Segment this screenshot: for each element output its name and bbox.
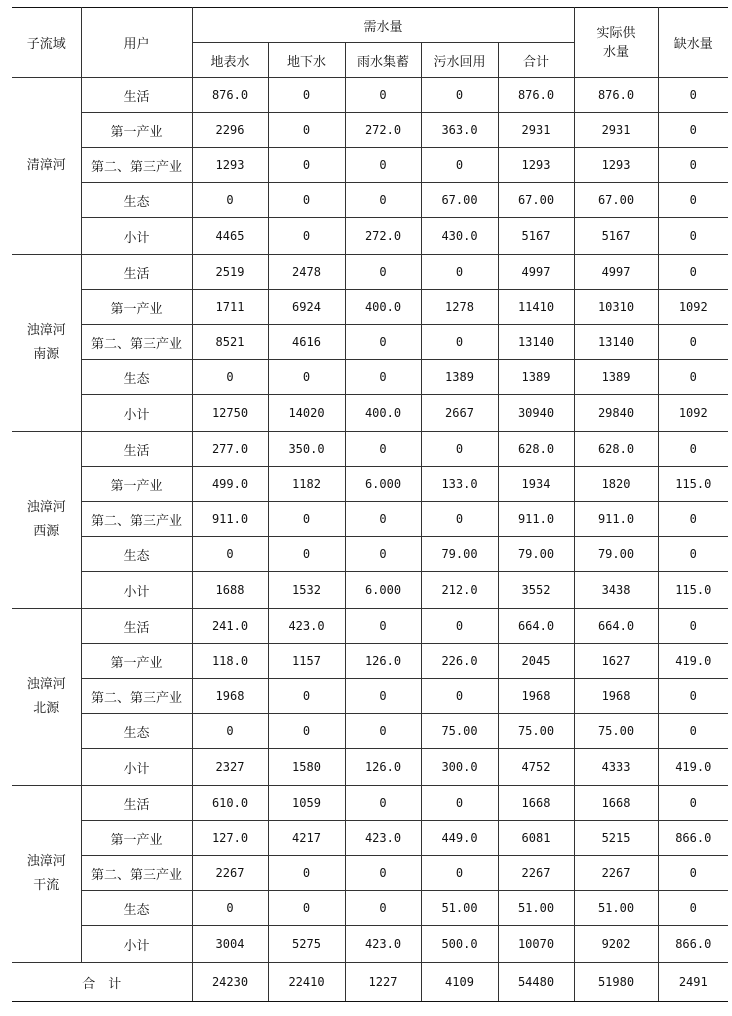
value-cell: 430.0 (421, 218, 498, 255)
value-cell: 300.0 (421, 749, 498, 786)
table-row (12, 891, 728, 926)
value-cell: 67.00 (421, 183, 498, 218)
value-cell: 0 (345, 255, 421, 290)
value-cell: 911.0 (192, 502, 268, 537)
header-surface-water: 地表水 (192, 43, 268, 78)
value-cell: 115.0 (658, 572, 728, 609)
value-cell: 67.00 (574, 183, 658, 218)
sub-basin-name (12, 78, 81, 255)
value-cell: 2267 (498, 856, 574, 891)
value-cell: 0 (658, 113, 728, 148)
value-cell: 0 (268, 78, 345, 113)
value-cell: 1532 (268, 572, 345, 609)
sub-basin-name (12, 255, 81, 432)
value-cell: 6924 (268, 290, 345, 325)
value-cell: 0 (268, 856, 345, 891)
value-cell: 2045 (498, 644, 574, 679)
user-category: 第二、第三产业 (81, 502, 192, 537)
value-cell: 272.0 (345, 218, 421, 255)
value-cell: 0 (345, 537, 421, 572)
header-reclaimed-water: 污水回用 (421, 43, 498, 78)
table-row (12, 926, 728, 963)
value-cell: 51.00 (498, 891, 574, 926)
user-category: 生活 (81, 432, 192, 467)
value-cell: 0 (658, 856, 728, 891)
value-cell: 876.0 (498, 78, 574, 113)
value-cell: 866.0 (658, 821, 728, 856)
value-cell: 0 (345, 679, 421, 714)
value-cell: 75.00 (574, 714, 658, 749)
value-cell: 0 (421, 609, 498, 644)
table-row (12, 113, 728, 148)
user-category: 生态 (81, 891, 192, 926)
value-cell: 400.0 (345, 290, 421, 325)
table-row (12, 148, 728, 183)
value-cell: 0 (658, 183, 728, 218)
value-cell: 1157 (268, 644, 345, 679)
value-cell: 1092 (658, 395, 728, 432)
value-cell: 0 (421, 432, 498, 467)
total-value-cell: 2491 (658, 963, 728, 1002)
value-cell: 876.0 (192, 78, 268, 113)
value-cell: 2931 (498, 113, 574, 148)
value-cell: 1182 (268, 467, 345, 502)
table-row (12, 749, 728, 786)
value-cell: 1092 (658, 290, 728, 325)
value-cell: 30940 (498, 395, 574, 432)
user-category: 第一产业 (81, 644, 192, 679)
value-cell: 0 (421, 325, 498, 360)
user-category: 小计 (81, 395, 192, 432)
total-value-cell: 22410 (268, 963, 345, 1002)
value-cell: 1293 (192, 148, 268, 183)
value-cell: 127.0 (192, 821, 268, 856)
value-cell: 0 (345, 78, 421, 113)
value-cell: 2327 (192, 749, 268, 786)
value-cell: 400.0 (345, 395, 421, 432)
value-cell: 0 (658, 679, 728, 714)
value-cell: 29840 (574, 395, 658, 432)
value-cell: 6081 (498, 821, 574, 856)
value-cell: 0 (658, 432, 728, 467)
value-cell: 8521 (192, 325, 268, 360)
value-cell: 0 (421, 786, 498, 821)
table-row (12, 572, 728, 609)
value-cell: 0 (345, 609, 421, 644)
value-cell: 0 (268, 502, 345, 537)
sub-basin-label: 浊漳河干流 (26, 854, 66, 893)
header-actual-supply-text: 实际供水量 (596, 25, 636, 60)
table-row (12, 644, 728, 679)
value-cell: 3004 (192, 926, 268, 963)
value-cell: 0 (421, 502, 498, 537)
table-row (12, 714, 728, 749)
value-cell: 14020 (268, 395, 345, 432)
value-cell: 449.0 (421, 821, 498, 856)
value-cell: 1968 (192, 679, 268, 714)
total-value-cell: 54480 (498, 963, 574, 1002)
value-cell: 0 (192, 360, 268, 395)
value-cell: 126.0 (345, 749, 421, 786)
value-cell: 3438 (574, 572, 658, 609)
table-row (12, 395, 728, 432)
value-cell: 1711 (192, 290, 268, 325)
user-category: 小计 (81, 572, 192, 609)
header-rainwater: 雨水集蓄 (345, 43, 421, 78)
user-category: 第二、第三产业 (81, 148, 192, 183)
value-cell: 0 (345, 148, 421, 183)
value-cell: 0 (192, 537, 268, 572)
table-row (12, 609, 728, 644)
value-cell: 0 (658, 148, 728, 183)
value-cell: 423.0 (268, 609, 345, 644)
value-cell: 2478 (268, 255, 345, 290)
value-cell: 4997 (574, 255, 658, 290)
table-row (12, 856, 728, 891)
table-row (12, 467, 728, 502)
value-cell: 0 (268, 891, 345, 926)
value-cell: 11410 (498, 290, 574, 325)
value-cell: 0 (658, 255, 728, 290)
value-cell: 1668 (498, 786, 574, 821)
value-cell: 1580 (268, 749, 345, 786)
value-cell: 2267 (574, 856, 658, 891)
value-cell: 499.0 (192, 467, 268, 502)
total-row (12, 963, 728, 1002)
value-cell: 0 (345, 786, 421, 821)
value-cell: 2667 (421, 395, 498, 432)
user-category: 小计 (81, 749, 192, 786)
user-category: 第二、第三产业 (81, 856, 192, 891)
header-demand: 需水量 (192, 8, 574, 43)
value-cell: 0 (268, 113, 345, 148)
value-cell: 67.00 (498, 183, 574, 218)
table-row (12, 183, 728, 218)
value-cell: 500.0 (421, 926, 498, 963)
sub-basin-name (12, 609, 81, 786)
value-cell: 0 (268, 183, 345, 218)
value-cell: 0 (658, 537, 728, 572)
value-cell: 0 (345, 856, 421, 891)
value-cell: 1389 (574, 360, 658, 395)
total-label: 合 计 (12, 963, 192, 1002)
value-cell: 0 (658, 218, 728, 255)
value-cell: 1293 (574, 148, 658, 183)
water-balance-table (12, 7, 728, 1002)
table-row (12, 821, 728, 856)
header-sub-basin: 子流域 (12, 8, 81, 78)
value-cell: 212.0 (421, 572, 498, 609)
value-cell: 1389 (498, 360, 574, 395)
user-category: 生活 (81, 255, 192, 290)
value-cell: 4217 (268, 821, 345, 856)
table-row (12, 432, 728, 467)
value-cell: 0 (421, 148, 498, 183)
value-cell: 118.0 (192, 644, 268, 679)
sub-basin-label: 清漳河 (26, 158, 66, 173)
value-cell: 0 (658, 609, 728, 644)
user-category: 生活 (81, 786, 192, 821)
value-cell: 1389 (421, 360, 498, 395)
sub-basin-label: 浊漳河北源 (26, 677, 66, 716)
value-cell: 1688 (192, 572, 268, 609)
value-cell: 5167 (574, 218, 658, 255)
value-cell: 0 (268, 714, 345, 749)
value-cell: 241.0 (192, 609, 268, 644)
value-cell: 1668 (574, 786, 658, 821)
user-category: 第二、第三产业 (81, 325, 192, 360)
value-cell: 1968 (498, 679, 574, 714)
value-cell: 6.000 (345, 572, 421, 609)
value-cell: 0 (345, 714, 421, 749)
total-value-cell: 51980 (574, 963, 658, 1002)
value-cell: 0 (658, 360, 728, 395)
value-cell: 419.0 (658, 644, 728, 679)
value-cell: 126.0 (345, 644, 421, 679)
value-cell: 1627 (574, 644, 658, 679)
value-cell: 0 (268, 360, 345, 395)
value-cell: 0 (658, 786, 728, 821)
value-cell: 0 (658, 714, 728, 749)
value-cell: 2296 (192, 113, 268, 148)
value-cell: 0 (658, 78, 728, 113)
value-cell: 628.0 (498, 432, 574, 467)
value-cell: 4333 (574, 749, 658, 786)
user-category: 第一产业 (81, 113, 192, 148)
value-cell: 133.0 (421, 467, 498, 502)
table-row (12, 325, 728, 360)
value-cell: 423.0 (345, 821, 421, 856)
table-row (12, 290, 728, 325)
value-cell: 75.00 (498, 714, 574, 749)
sub-basin-label: 浊漳河南源 (26, 323, 66, 362)
header-demand-total: 合计 (498, 43, 574, 78)
value-cell: 0 (421, 679, 498, 714)
value-cell: 6.000 (345, 467, 421, 502)
user-category: 生态 (81, 183, 192, 218)
header-row-1 (12, 8, 728, 43)
value-cell: 1278 (421, 290, 498, 325)
value-cell: 911.0 (574, 502, 658, 537)
value-cell: 0 (658, 502, 728, 537)
user-category: 第一产业 (81, 290, 192, 325)
value-cell: 423.0 (345, 926, 421, 963)
total-value-cell: 4109 (421, 963, 498, 1002)
value-cell: 350.0 (268, 432, 345, 467)
value-cell: 4752 (498, 749, 574, 786)
value-cell: 272.0 (345, 113, 421, 148)
value-cell: 628.0 (574, 432, 658, 467)
value-cell: 1968 (574, 679, 658, 714)
value-cell: 10070 (498, 926, 574, 963)
value-cell: 0 (268, 218, 345, 255)
value-cell: 0 (345, 360, 421, 395)
value-cell: 13140 (574, 325, 658, 360)
value-cell: 2267 (192, 856, 268, 891)
value-cell: 0 (345, 325, 421, 360)
value-cell: 610.0 (192, 786, 268, 821)
value-cell: 664.0 (498, 609, 574, 644)
value-cell: 0 (345, 183, 421, 218)
value-cell: 2931 (574, 113, 658, 148)
total-value-cell: 24230 (192, 963, 268, 1002)
value-cell: 1293 (498, 148, 574, 183)
table-row (12, 679, 728, 714)
value-cell: 911.0 (498, 502, 574, 537)
value-cell: 0 (345, 432, 421, 467)
value-cell: 277.0 (192, 432, 268, 467)
value-cell: 5167 (498, 218, 574, 255)
value-cell: 0 (268, 537, 345, 572)
user-category: 第一产业 (81, 467, 192, 502)
table-row (12, 360, 728, 395)
value-cell: 10310 (574, 290, 658, 325)
user-category: 第二、第三产业 (81, 679, 192, 714)
value-cell: 115.0 (658, 467, 728, 502)
header-user: 用户 (81, 8, 192, 78)
value-cell: 12750 (192, 395, 268, 432)
value-cell: 0 (658, 891, 728, 926)
user-category: 第一产业 (81, 821, 192, 856)
value-cell: 4616 (268, 325, 345, 360)
value-cell: 0 (421, 78, 498, 113)
value-cell: 419.0 (658, 749, 728, 786)
sub-basin-label: 浊漳河西源 (26, 500, 66, 539)
value-cell: 0 (345, 502, 421, 537)
value-cell: 0 (192, 183, 268, 218)
value-cell: 79.00 (498, 537, 574, 572)
table-body (12, 78, 728, 1002)
value-cell: 226.0 (421, 644, 498, 679)
table-row (12, 502, 728, 537)
table-row (12, 537, 728, 572)
user-category: 生态 (81, 360, 192, 395)
value-cell: 4465 (192, 218, 268, 255)
header-actual-supply (574, 8, 658, 78)
value-cell: 75.00 (421, 714, 498, 749)
user-category: 生活 (81, 78, 192, 113)
sub-basin-name (12, 432, 81, 609)
sub-basin-name (12, 786, 81, 963)
table-row (12, 218, 728, 255)
value-cell: 876.0 (574, 78, 658, 113)
value-cell: 51.00 (421, 891, 498, 926)
value-cell: 79.00 (421, 537, 498, 572)
value-cell: 0 (192, 891, 268, 926)
value-cell: 79.00 (574, 537, 658, 572)
value-cell: 0 (421, 255, 498, 290)
value-cell: 0 (268, 679, 345, 714)
water-balance-table-container (12, 7, 728, 1002)
total-value-cell: 1227 (345, 963, 421, 1002)
value-cell: 1820 (574, 467, 658, 502)
value-cell: 0 (268, 148, 345, 183)
value-cell: 13140 (498, 325, 574, 360)
value-cell: 664.0 (574, 609, 658, 644)
user-category: 小计 (81, 926, 192, 963)
table-row (12, 786, 728, 821)
value-cell: 51.00 (574, 891, 658, 926)
value-cell: 5275 (268, 926, 345, 963)
value-cell: 0 (345, 891, 421, 926)
value-cell: 1934 (498, 467, 574, 502)
value-cell: 0 (192, 714, 268, 749)
value-cell: 0 (421, 856, 498, 891)
value-cell: 5215 (574, 821, 658, 856)
value-cell: 2519 (192, 255, 268, 290)
user-category: 生态 (81, 537, 192, 572)
table-row (12, 78, 728, 113)
user-category: 生态 (81, 714, 192, 749)
value-cell: 4997 (498, 255, 574, 290)
value-cell: 363.0 (421, 113, 498, 148)
header-shortage: 缺水量 (658, 8, 728, 78)
value-cell: 9202 (574, 926, 658, 963)
value-cell: 3552 (498, 572, 574, 609)
user-category: 生活 (81, 609, 192, 644)
value-cell: 1059 (268, 786, 345, 821)
value-cell: 866.0 (658, 926, 728, 963)
user-category: 小计 (81, 218, 192, 255)
table-row (12, 255, 728, 290)
value-cell: 0 (658, 325, 728, 360)
header-groundwater: 地下水 (268, 43, 345, 78)
